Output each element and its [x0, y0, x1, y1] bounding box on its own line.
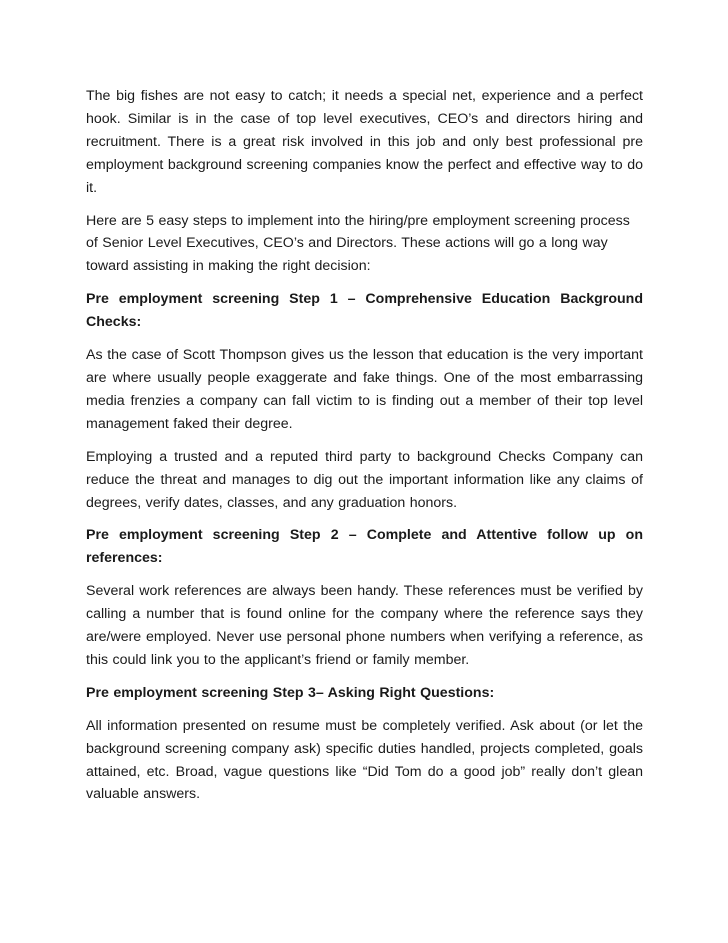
- step-2-heading: Pre employment screening Step 2 – Complete and Attentive follow up on references:: [86, 527, 643, 567]
- step-1-heading: Pre employment screening Step 1 – Comprehensive Education Background Checks:: [86, 291, 643, 331]
- step-2-paragraph: Several work references are always been handy. These references must be verified by calling a number that is found online for the company where the reference says they are/were employed. Never use personal phone numbers when verifying a reference, as this could link you to the applicant’s friend or family member.: [86, 583, 643, 668]
- document-body: [86, 85, 643, 816]
- step-3-paragraph: All information presented on resume must be completely verified. Ask about (or let the background screening company ask) specific duties handled, projects completed, goals attained, etc. Broad, vague questions like “Did Tom do a good job” really don’t glean valuable answers.: [86, 717, 643, 803]
- step-1-paragraph-1: As the case of Scott Thompson gives us the lesson that education is the very important are where usually people exaggerate and fake things. One of the most embarrassing media frenzies a company can fall victim to is finding out a member of their top level management faked their degree.: [86, 347, 643, 432]
- intro-paragraph: The big fishes are not easy to catch; it needs a special net, experience and a perfect hook. Similar is in the case of top level executives, CEO’s and directors hiring and recruitment. There is a great risk involved in this job and only best professional pre employment background screening companies know the perfect and effective way to do it.: [86, 88, 643, 196]
- step-1-paragraph-2: Employing a trusted and a reputed third party to background Checks Company can reduce the threat and manages to dig out the important information like any claims of degrees, verify dates, classes, and any graduation honors.: [86, 448, 643, 511]
- step-3-heading: Pre employment screening Step 3– Asking Right Questions:: [86, 684, 495, 701]
- steps-intro-paragraph: Here are 5 easy steps to implement into the hiring/pre employment screening process of Senior Level Executives, CEO’s and Directors. These actions will go a long way toward assisting in making the right decision:: [86, 212, 630, 275]
